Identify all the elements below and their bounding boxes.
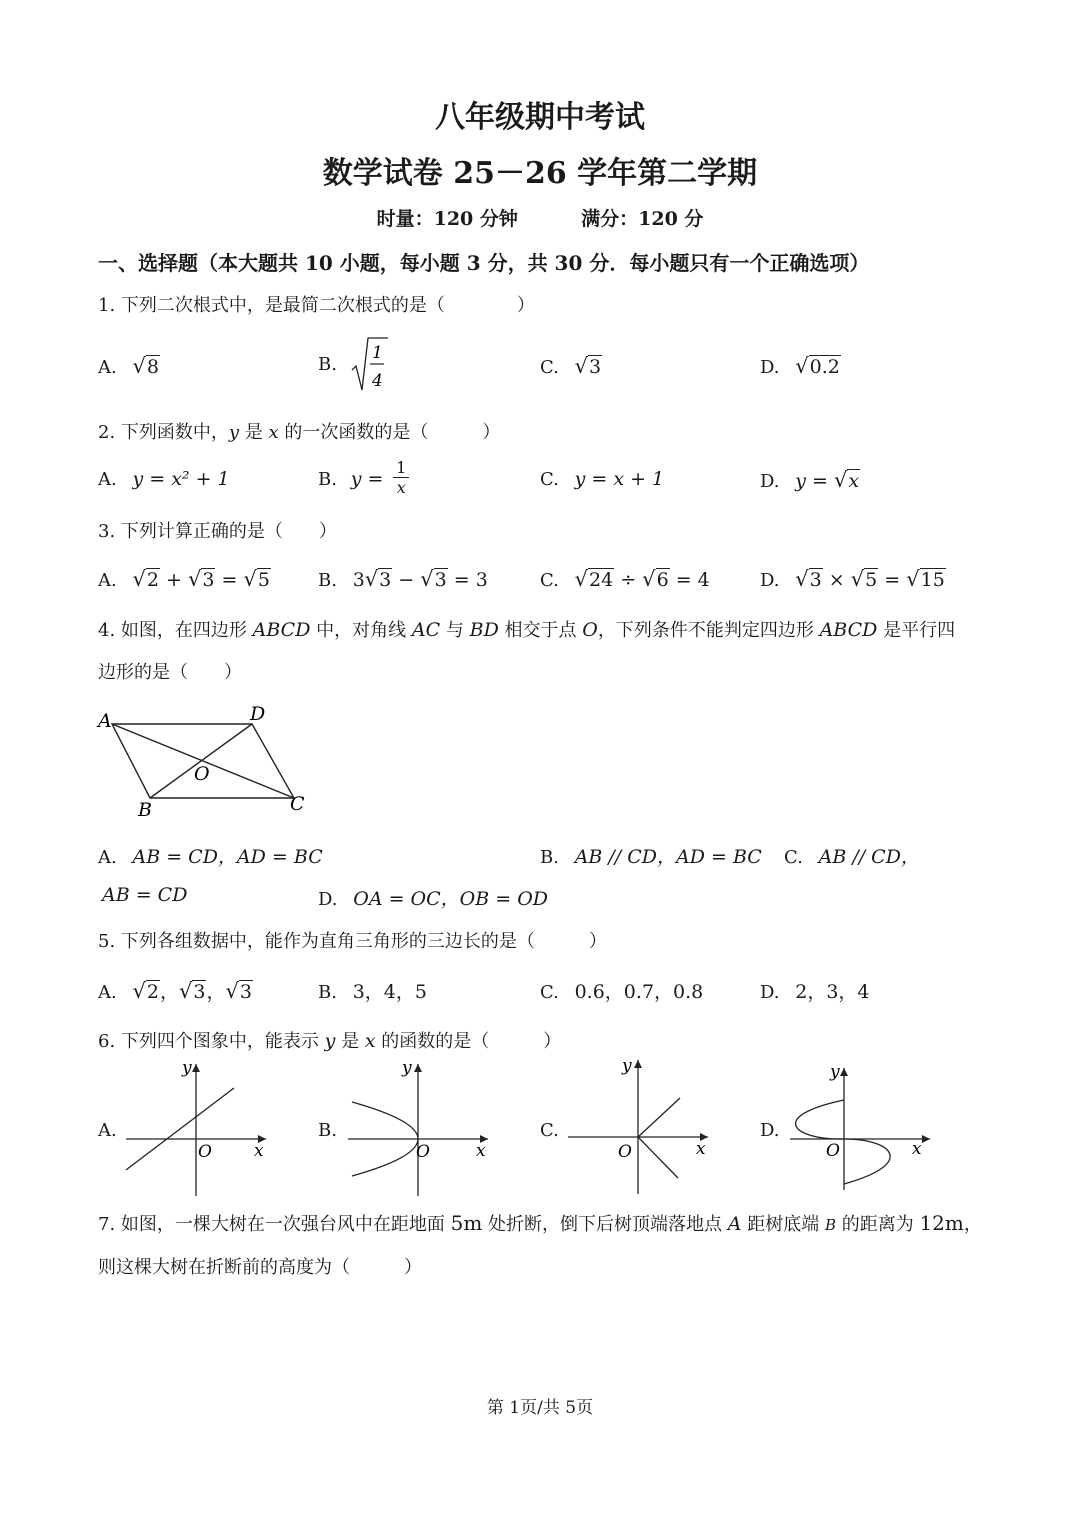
svg-text:O: O (198, 1142, 212, 1162)
q6-option-c-label: C. (540, 1120, 559, 1141)
q3-option-d: D. √3 × √5 = √15 (760, 567, 945, 591)
vertex-label-a: A (98, 710, 112, 732)
q6-graph-b (342, 1056, 494, 1198)
svg-text:y: y (402, 1058, 412, 1078)
vertex-label-b: B (138, 799, 152, 821)
q6-graph-d (784, 1060, 936, 1196)
question-7-stem-line2: 则这棵大树在折断前的高度为（ ） (98, 1257, 422, 1278)
q5-option-b: B. 3，4，5 (318, 981, 427, 1003)
q5-option-c: C. 0.6，0.7，0.8 (540, 981, 704, 1003)
q3-option-a: A. √2 + √3 = √5 (98, 567, 270, 591)
q4-option-b: B. AB // CD，AD = BC (540, 846, 762, 868)
q1-b-radical (350, 336, 390, 394)
q2-option-d: D. y = √x (760, 468, 860, 492)
question-1-stem: 1. 下列二次根式中，是最简二次根式的是（ ） (98, 295, 535, 316)
q6-graph-c (562, 1054, 714, 1196)
center-label-o: O (194, 763, 210, 785)
question-3-stem: 3. 下列计算正确的是（ ） (98, 521, 337, 542)
svg-text:O: O (826, 1141, 840, 1161)
q1-option-a: A. √8 (98, 354, 159, 378)
question-2-stem: 2. 下列函数中，y 是 x 的一次函数的是（ ） (98, 422, 501, 443)
svg-text:y: y (622, 1056, 632, 1076)
svg-text:x: x (696, 1139, 706, 1159)
svg-text:y: y (830, 1062, 840, 1082)
question-6-stem: 6. 下列四个图象中，能表示 y 是 x 的函数的是（ ） (98, 1030, 562, 1052)
question-4-stem-line2: 边形的是（ ） (98, 662, 242, 683)
q6-option-a-label: A. (98, 1120, 117, 1141)
svg-text:x: x (912, 1139, 922, 1159)
question-5-stem: 5. 下列各组数据中，能作为直角三角形的三边长的是（ ） (98, 931, 607, 952)
q1-option-d: D. √0.2 (760, 354, 840, 378)
svg-text:O: O (416, 1142, 430, 1162)
q2-option-a: A. y = x² + 1 (98, 468, 230, 490)
exam-subtitle: 数学试卷 25－26 学年第二学期 (322, 156, 758, 191)
q5-option-a: A. √2，√3，√3 (98, 979, 252, 1003)
exam-meta (0, 204, 1080, 231)
q6-option-b-label: B. (318, 1120, 337, 1141)
q3-option-b: B. 3√3 − √3 = 3 (318, 567, 488, 591)
svg-text:x: x (254, 1141, 264, 1161)
question-4-stem-line1: 4. 如图，在四边形 ABCD 中，对角线 AC 与 BD 相交于点 O，下列条件不能判定四边形 ABCD 是平行四 (98, 619, 956, 641)
q1-option-c: C. √3 (540, 354, 602, 378)
exam-title: 八年级期中考试 (435, 100, 645, 135)
full-score: 满分：120 分 (581, 208, 704, 230)
q5-option-d: D. 2，3，4 (760, 981, 870, 1003)
q4-option-c-cont: AB = CD (102, 884, 188, 906)
q2-option-c: C. y = x + 1 (540, 468, 665, 490)
q2-option-b: B. y = $\frac{1}{x}$ (318, 458, 409, 497)
q4-parallelogram-figure (94, 700, 314, 822)
question-7-stem-line1: 7. 如图，一棵大树在一次强台风中在距地面 5m 处折断，倒下后树顶端落地点 A 距树底端 B 的距离为 12m， (98, 1211, 982, 1235)
q6-option-d-label: D. (760, 1120, 780, 1141)
q4-option-c: C. AB // CD， (784, 846, 920, 868)
q6-graph-a (120, 1056, 272, 1198)
q3-option-c: C. √24 ÷ √6 = 4 (540, 567, 710, 591)
section-heading: 一、选择题（本大题共 10 小题，每小题 3 分，共 30 分．每小题只有一个正确选项） (98, 251, 870, 275)
q1-option-b: B. 1 4 (318, 340, 337, 361)
svg-text:y: y (182, 1058, 192, 1078)
q4-option-d: D. OA = OC，OB = OD (318, 888, 549, 910)
svg-text:4: 4 (372, 371, 383, 391)
svg-text:1: 1 (372, 343, 383, 363)
vertex-label-c: C (290, 793, 305, 815)
q4-option-a: A. AB = CD，AD = BC (98, 846, 323, 868)
svg-text:O: O (618, 1142, 632, 1162)
page-number: 第 1页/共 5页 (486, 1398, 594, 1418)
svg-text:x: x (476, 1141, 486, 1161)
time-limit: 时量：120 分钟 (376, 208, 518, 230)
vertex-label-d: D (250, 703, 266, 725)
